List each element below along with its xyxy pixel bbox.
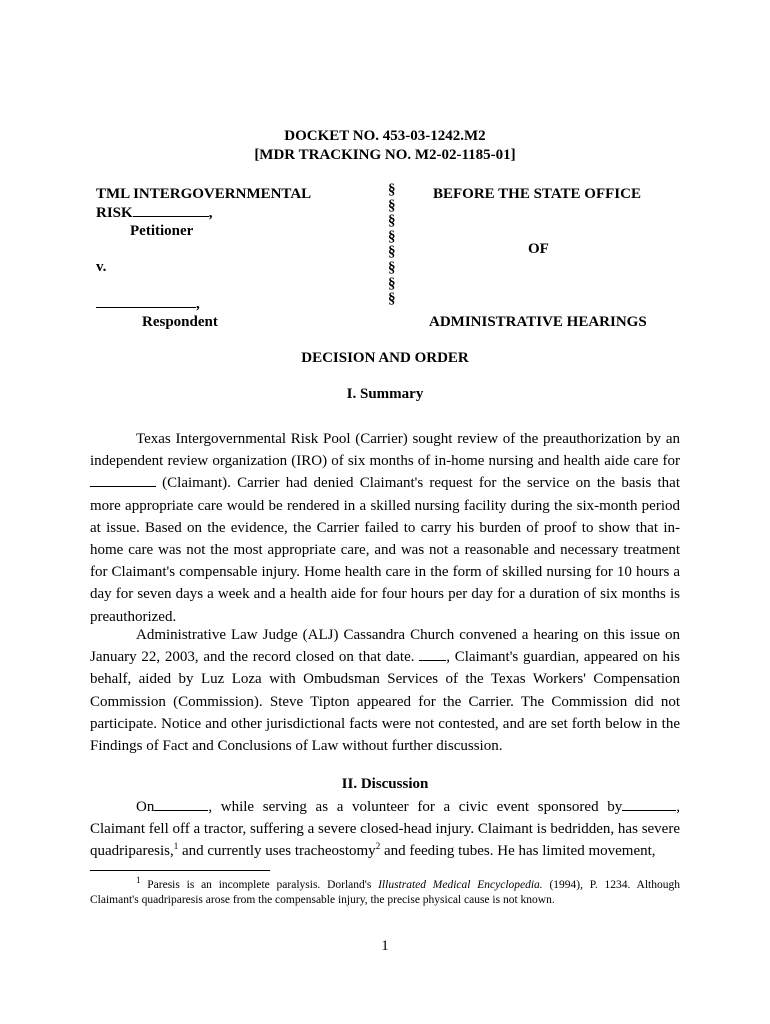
section-symbol: § — [388, 244, 396, 261]
court-name-line1: BEFORE THE STATE OFFICE — [433, 186, 641, 202]
footnote-ref-2[interactable]: 2 — [375, 841, 381, 852]
footnote-citation-title: Illustrated Medical Encyclopedia. — [378, 879, 543, 891]
date-blank — [154, 797, 208, 811]
respondent-blank — [96, 294, 196, 308]
page-number: 1 — [381, 938, 389, 954]
summary-heading: I. Summary — [346, 386, 424, 402]
document-title: DECISION AND ORDER — [301, 350, 469, 366]
section-symbol: § — [388, 182, 396, 198]
claimant-blank — [90, 473, 156, 487]
sponsor-blank — [622, 797, 676, 811]
section-symbol: § — [388, 259, 396, 276]
court-name-line3: ADMINISTRATIVE HEARINGS — [429, 314, 647, 330]
summary-paragraph-2: Administrative Law Judge (ALJ) Cassandra Church convened a hearing on this issue on January 22, 2003, and the record closed on that date. , Claimant's guardian, appeared on his behalf, aided by Luz Loza with Ombudsman Services of the Texas Workers' Compensation Commission (Commission). Steve Tipton appeared for the Carrier. The Commission did not participate. Notice and other jurisdictional facts were not contested, and are set forth below in the Findings of Fact and Conclusions of Law without further discussion. — [90, 627, 680, 755]
tracking-number: [MDR TRACKING NO. M2-02-1185-01] — [254, 147, 516, 163]
versus: v. — [96, 259, 107, 275]
footnote-ref-1[interactable]: 1 — [173, 841, 179, 852]
petitioner-name-line1: TML INTERGOVERNMENTAL — [96, 186, 312, 202]
discussion-paragraph-1: On , while serving as a volunteer for a civic event sponsored by , Claimant fell off a tractor, suffering a severe closed-head injury. Claimant is bedridden, has severe quadriparesis,$^1$ and currently uses tracheostomy$^2$ and feeding tubes. He has limited movement, — [90, 799, 680, 860]
section-symbol: § — [388, 197, 396, 214]
summary-paragraph-1: Texas Intergovernmental Risk Pool (Carrier) sought review of the preauthorization by an independent review organization (IRO) of six months of in-home nursing and health aide care for (Claimant). Carrier had denied Claimant's request for the service on the basis that more appropriate care would be rendered in a skilled nursing facility during the six-month period at issue. Based on the evidence, the Carrier failed to carry his burden of proof to show that in-home care was not the most appropriate care, and was not a reasonable and necessary treatment for Claimant's compensable injury. Home health care in the form of skilled nursing for 10 hours a day for seven days a week and a health aide for four hours per day for a duration of six months is preauthorized. — [90, 431, 680, 625]
court-name-line2: OF — [528, 241, 549, 257]
section-symbol: § — [388, 275, 396, 292]
section-symbols-column — [388, 183, 396, 308]
petitioner-blank — [133, 203, 209, 217]
docket-number: DOCKET NO. 453-03-1242.M2 — [284, 128, 486, 144]
footnote-number: 1 — [136, 875, 141, 886]
section-symbol: § — [388, 291, 396, 308]
footnote-1: $^1$ Paresis is an incomplete paralysis. Dorland's Illustrated Medical Encyclopedia. (1994), P. 1234. Although Claimant's quadriparesis arose from the compensable injury, the precise physical cause is not known. — [90, 875, 680, 906]
section-symbol: § — [388, 228, 396, 245]
section-symbol: § — [388, 213, 396, 230]
respondent-name-line: , — [96, 294, 200, 313]
respondent-label: Respondent — [142, 314, 218, 330]
guardian-blank — [419, 647, 446, 661]
discussion-heading: II. Discussion — [341, 776, 429, 792]
petitioner-label: Petitioner — [130, 223, 194, 239]
footnote-divider — [90, 870, 270, 871]
petitioner-name-line2: RISK , — [96, 205, 213, 221]
